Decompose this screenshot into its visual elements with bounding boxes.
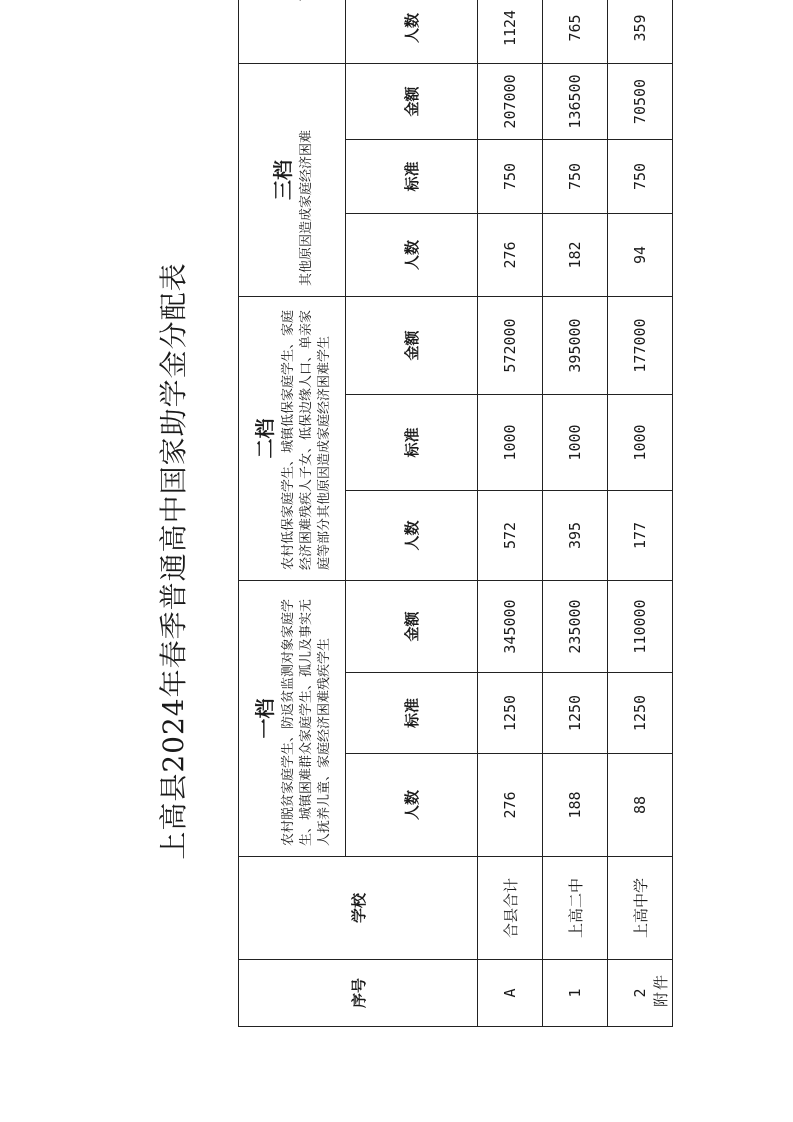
t3-amount-header: 金额 — [346, 63, 478, 139]
cell-t2-people: 177 — [608, 491, 673, 581]
header-row-tiers — [239, 0, 346, 1027]
cell-t2-amount: 572000 — [478, 296, 543, 394]
header-tier-3 — [239, 63, 346, 296]
header-tier-1 — [239, 581, 346, 857]
t3-people-header: 人数 — [346, 213, 478, 296]
cell-t3-amount: 70500 — [608, 63, 673, 139]
annex-label: 附件 — [652, 972, 670, 1007]
cell-t2-people: 572 — [478, 491, 543, 581]
cell-t1-standard: 1250 — [478, 673, 543, 754]
cell-total-people: 1124 — [478, 0, 543, 63]
page-title: 上高县2024年春季普通高中国家助学金分配表 — [157, 262, 190, 860]
cell-t2-people: 395 — [543, 491, 608, 581]
cell-t1-amount: 110000 — [608, 581, 673, 673]
t2-standard-header: 标准 — [346, 395, 478, 491]
t3-standard-header: 标准 — [346, 139, 478, 213]
cell-total-people: 359 — [608, 0, 673, 63]
row-seq: A — [478, 960, 543, 1027]
cell-t1-amount: 345000 — [478, 581, 543, 673]
t2-people-header: 人数 — [346, 491, 478, 581]
tier-1-name: 一档 — [252, 698, 277, 739]
tier-1-desc: 农村脱贫家庭学生、防返贫监测对象家庭学生、城镇困难群众家庭学生、孤儿及事实无人抚养儿童、家庭经济困难残疾学生 — [280, 598, 332, 846]
cell-t2-amount: 177000 — [608, 296, 673, 394]
t2-amount-header: 金额 — [346, 296, 478, 394]
tier-3-name: 三档 — [270, 159, 295, 200]
allocation-table — [238, 0, 673, 1027]
header-school: 学校 — [239, 857, 478, 960]
cell-t3-amount: 207000 — [478, 63, 543, 139]
row-school: 上高中学 — [608, 857, 673, 960]
row-school: 合县合计 — [478, 857, 543, 960]
cell-t1-standard: 1250 — [608, 673, 673, 754]
cell-t2-standard: 1000 — [478, 395, 543, 491]
row-seq: 1 — [543, 960, 608, 1027]
cell-t1-people: 276 — [478, 754, 543, 857]
table-row — [543, 0, 608, 1027]
cell-t3-people: 182 — [543, 213, 608, 296]
tier-2-name: 二档 — [252, 418, 277, 459]
header-tier-2 — [239, 296, 346, 580]
tier-3-desc: 其他原因造成家庭经济困难 — [298, 129, 314, 286]
cell-t3-people: 276 — [478, 213, 543, 296]
row-seq: 2 — [608, 960, 673, 1027]
t1-people-header: 人数 — [346, 754, 478, 857]
cell-t2-standard: 1000 — [543, 395, 608, 491]
cell-t1-standard: 1250 — [543, 673, 608, 754]
row-school: 上高二中 — [543, 857, 608, 960]
cell-t1-people: 188 — [543, 754, 608, 857]
header-seq: 序号 — [239, 960, 478, 1027]
cell-t2-standard: 1000 — [608, 395, 673, 491]
cell-t3-amount: 136500 — [543, 63, 608, 139]
cell-t3-people: 94 — [608, 213, 673, 296]
table-row — [608, 0, 673, 1027]
tier-2-desc: 农村低保家庭学生、城镇低保家庭学生、家庭经济困难残疾人子女、低保边缘人口、单亲家庭等部分其他原因造成家庭经济困难学生 — [280, 309, 332, 570]
cell-t3-standard: 750 — [608, 139, 673, 213]
cell-total-people: 765 — [543, 0, 608, 63]
total-title — [283, 0, 305, 1]
t1-standard-header: 标准 — [346, 673, 478, 754]
cell-t1-people: 88 — [608, 754, 673, 857]
header-total — [239, 0, 346, 63]
cell-t1-amount: 235000 — [543, 581, 608, 673]
table-row — [478, 0, 543, 1027]
cell-t3-standard: 750 — [543, 139, 608, 213]
cell-t3-standard: 750 — [478, 139, 543, 213]
cell-t2-amount: 395000 — [543, 296, 608, 394]
t1-amount-header: 金额 — [346, 581, 478, 673]
total-people-header: 人数 — [346, 0, 478, 63]
